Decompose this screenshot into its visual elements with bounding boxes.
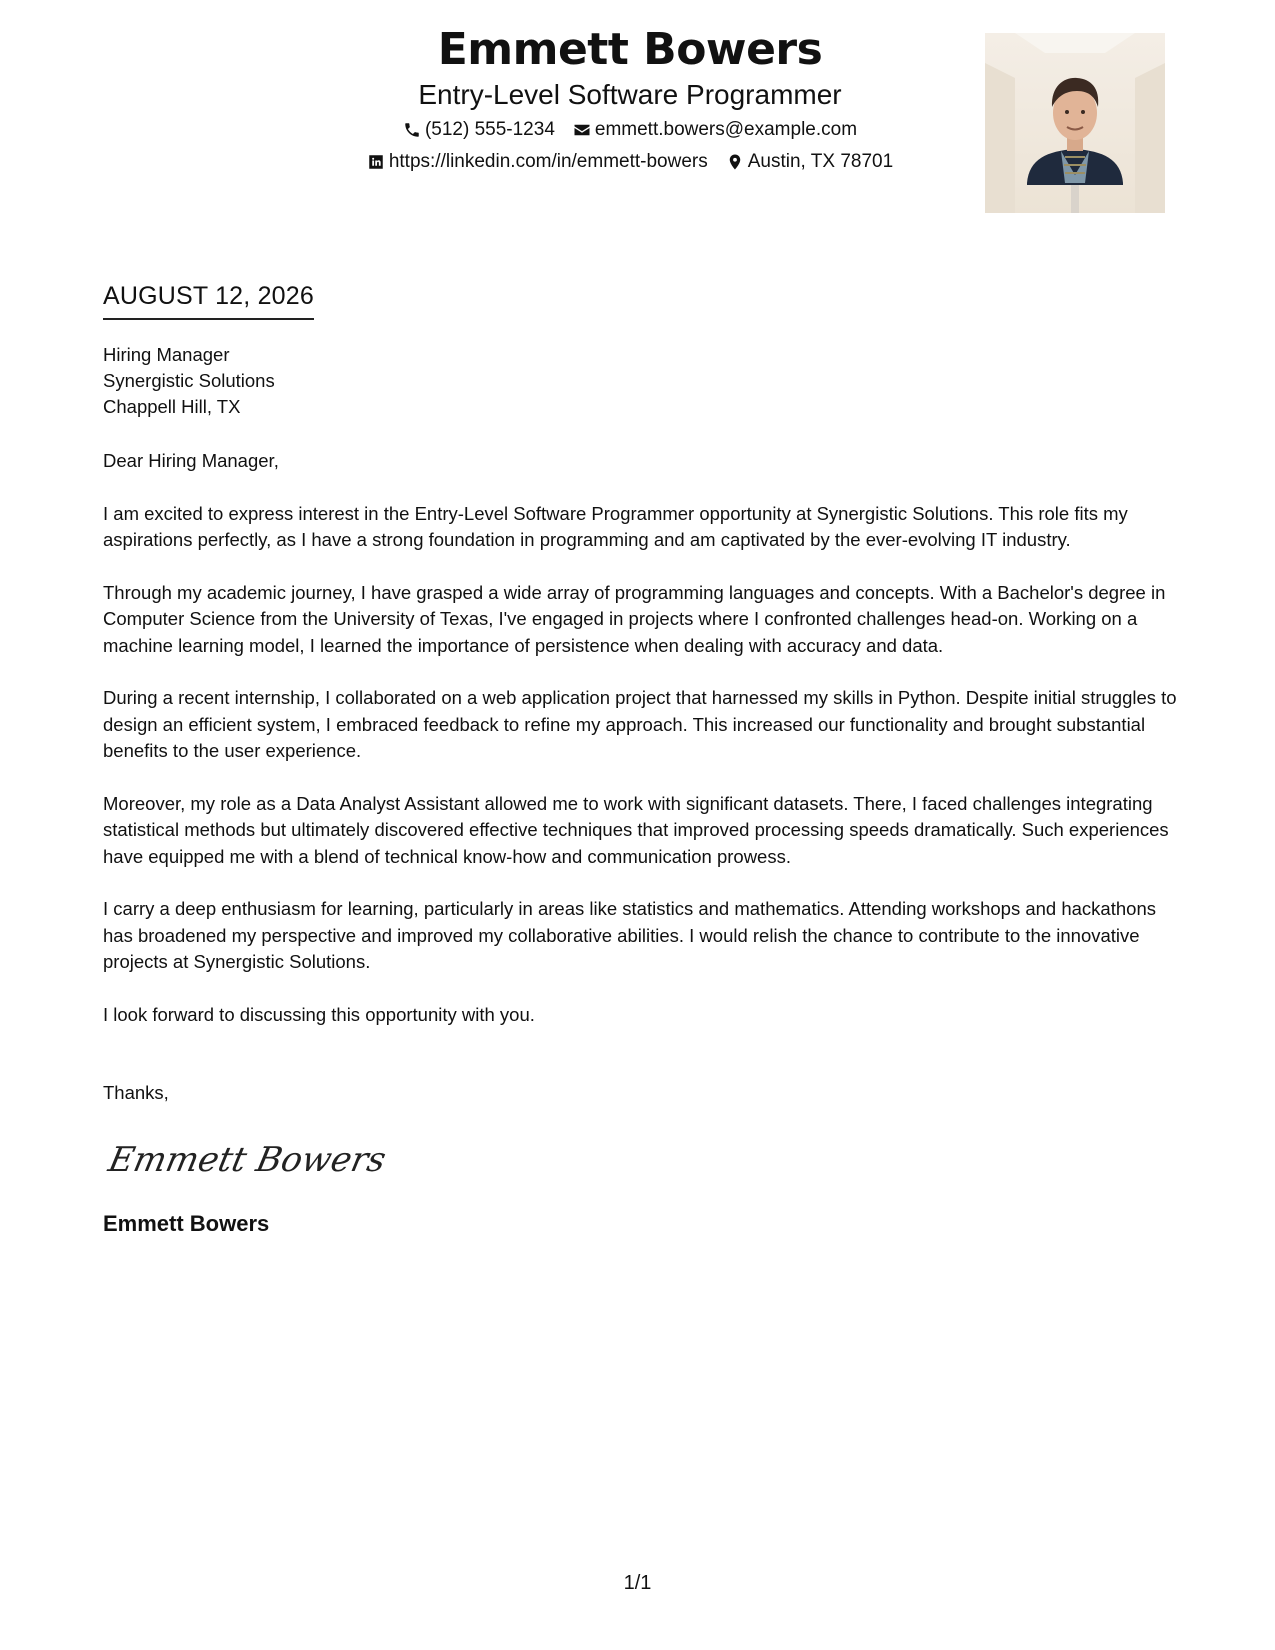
signature-image (105, 1133, 390, 1183)
recipient-line: Chappell Hill, TX (103, 396, 241, 417)
letter-date: AUGUST 12, 2026 (103, 280, 314, 320)
body-paragraph: Through my academic journey, I have grasped a wide array of programming languages and concepts. With a Bachelor's degree in Computer Science from the University of Texas, I've engaged in projects where I confronted challenges head-on. Working on a machine learning model, I learned the importance of persistence when dealing with accuracy and data. (103, 581, 1166, 656)
phone-icon (403, 121, 421, 139)
recipient-line: Hiring Manager (103, 344, 230, 365)
closing: Thanks, (103, 1082, 169, 1103)
contact-phone (403, 118, 555, 142)
salutation: Dear Hiring Manager, (103, 450, 279, 471)
email-text[interactable]: emmett.bowers@example.com (594, 119, 858, 140)
location-text: Austin, TX 78701 (747, 151, 894, 172)
envelope-icon (573, 121, 591, 139)
body-paragraph: I carry a deep enthusiasm for learning, particularly in areas like statistics and mathematics. Attending workshops and hackathons has broadened my perspective and improved my collaborative abilities. I would relish the chance to contribute to the innovative projects at Synergistic Solutions. (103, 898, 1156, 972)
signature-text: Emmett Bowers (105, 1139, 390, 1180)
recipient-line: Synergistic Solutions (103, 370, 275, 391)
map-pin-icon (726, 153, 744, 171)
letter-body (103, 280, 1178, 1238)
page-number: 1/1 (623, 1572, 652, 1594)
contact-location (726, 150, 893, 174)
profile-photo (985, 33, 1165, 213)
linkedin-icon (367, 153, 385, 171)
body-paragraph: I am excited to express interest in the Entry-Level Software Programmer opportunity at Synergistic Solutions. This role fits my aspirations perfectly, as I have a strong foundation in programming and am captivated by the ever-evolving IT industry. (103, 502, 1128, 550)
recipient-block (103, 342, 1178, 420)
portrait-image (985, 33, 1165, 213)
body-paragraph: Moreover, my role as a Data Analyst Assistant allowed me to work with significant datasets. There, I faced challenges integrating statistical methods but ultimately discovered effective techniques that improved processing speeds dramatically. Such experiences have equipped me with a blend of technical know-how and communication prowess. (103, 792, 1169, 867)
contact-email[interactable] (573, 118, 857, 142)
signer-name: Emmett Bowers (103, 1210, 270, 1236)
body-paragraph: I look forward to discussing this opportunity with you. (103, 1003, 535, 1025)
contact-linkedin[interactable] (367, 150, 708, 174)
applicant-title: Entry-Level Software Programmer (418, 79, 842, 110)
linkedin-text[interactable]: https://linkedin.com/in/emmett-bowers (388, 151, 708, 172)
applicant-name: Emmett Bowers (437, 24, 823, 75)
body-paragraph: During a recent internship, I collaborated on a web application project that harnessed my skills in Python. Despite initial struggles to design an efficient system, I embraced feedback to refine my approach. This increased our functionality and brought substantial benefits to the user experience. (103, 687, 1177, 761)
phone-text: (512) 555-1234 (424, 119, 555, 140)
